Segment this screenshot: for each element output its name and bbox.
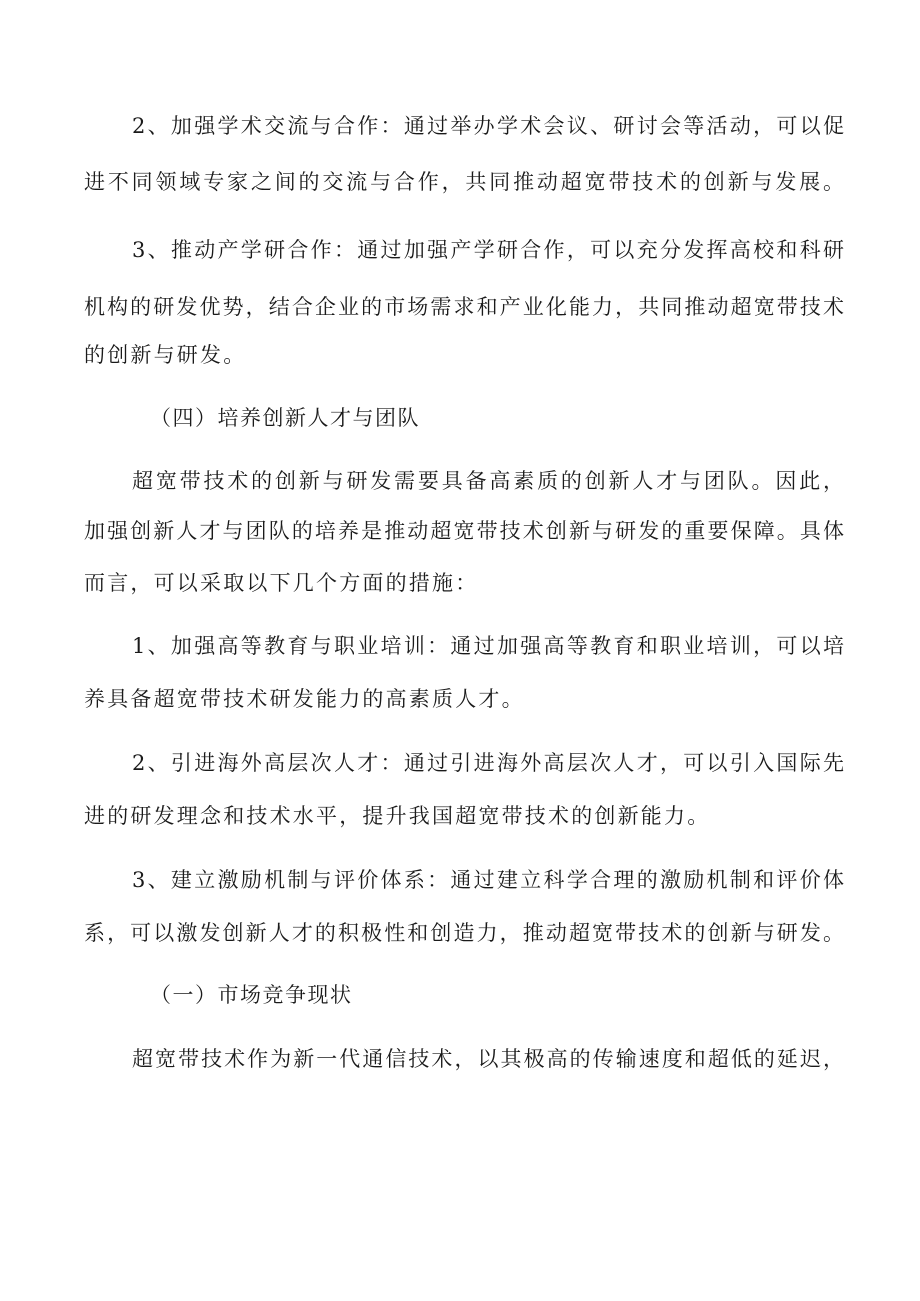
section-heading: （一）市场竞争现状 [150,983,353,1007]
paragraph-line: 超宽带技术的创新与研发需要具备高素质的创新人才与团队。因此， [132,469,844,493]
paragraph-line: 进的研发理念和技术水平，提升我国超宽带技术的创新能力。 [84,804,711,828]
paragraph-line: 进不同领域专家之间的交流与合作，共同推动超宽带技术的创新与发展。 [84,170,844,194]
paragraph-line: 1、加强高等教育与职业培训：通过加强高等教育和职业培训，可以培 [132,634,844,658]
paragraph-line: 加强创新人才与团队的培养是推动超宽带技术创新与研发的重要保障。具体 [84,519,844,543]
paragraph-line: 的创新与研发。 [84,343,247,367]
paragraph-line: 机构的研发优势，结合企业的市场需求和产业化能力，共同推动超宽带技术 [84,295,844,319]
paragraph-line: 3、建立激励机制与评价体系：通过建立科学合理的激励机制和评价体 [132,868,844,892]
section-heading: （四）培养创新人才与团队 [150,406,420,430]
paragraph-line: 系，可以激发创新人才的积极性和创造力，推动超宽带技术的创新与研发。 [84,921,844,945]
paragraph-line: 而言，可以采取以下几个方面的措施： [84,571,479,595]
paragraph-line: 超宽带技术作为新一代通信技术，以其极高的传输速度和超低的延迟， [132,1047,844,1071]
paragraph-line: 2、引进海外高层次人才：通过引进海外高层次人才，可以引入国际先 [132,751,844,775]
paragraph-line: 养具备超宽带技术研发能力的高素质人才。 [84,687,525,711]
paragraph-line: 3、推动产学研合作：通过加强产学研合作，可以充分发挥高校和科研 [132,238,844,262]
paragraph-line: 2、加强学术交流与合作：通过举办学术会议、研讨会等活动，可以促 [132,114,844,138]
